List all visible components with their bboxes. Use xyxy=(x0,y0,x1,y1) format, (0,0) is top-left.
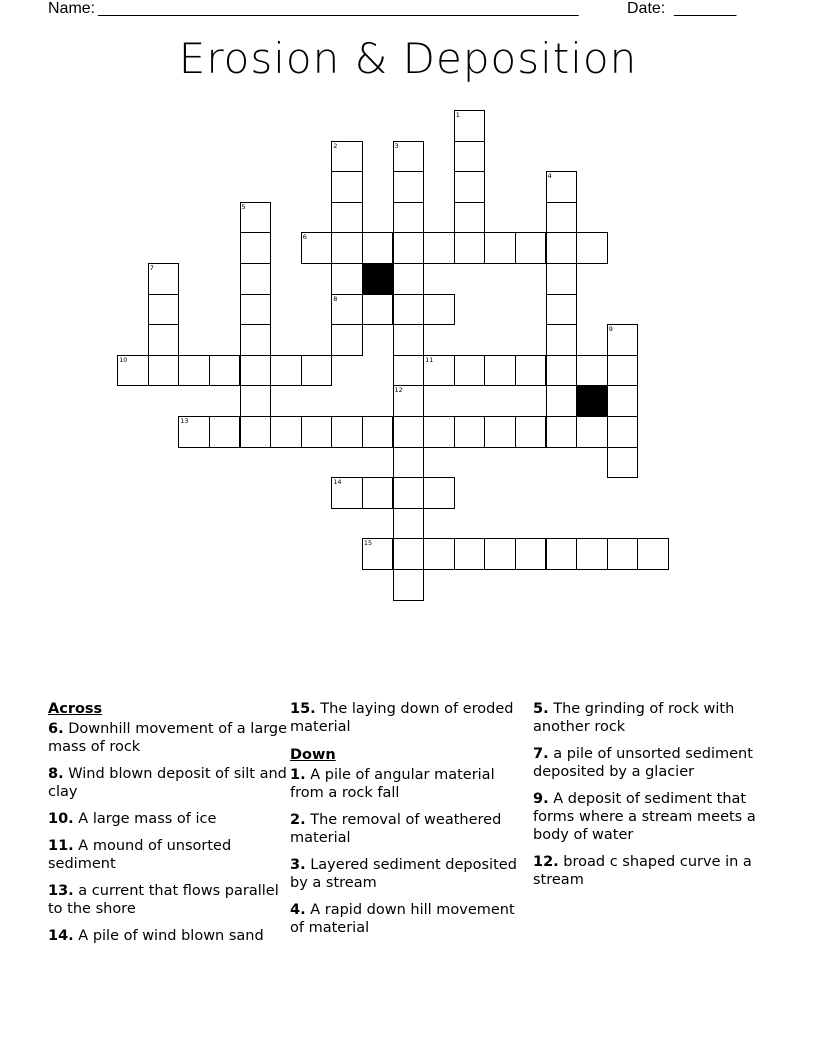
grid-cell[interactable] xyxy=(240,416,272,448)
grid-cell[interactable] xyxy=(209,416,241,448)
date-label: Date: xyxy=(627,0,666,17)
clue-number: 11. xyxy=(48,838,74,854)
grid-cell[interactable] xyxy=(607,538,639,570)
grid-cell[interactable] xyxy=(393,324,425,356)
cell-number: 14 xyxy=(333,478,342,487)
across-clues-list-cont xyxy=(290,700,530,736)
grid-cell[interactable] xyxy=(301,232,333,264)
name-label: Name: xyxy=(48,0,96,17)
grid-cell[interactable] xyxy=(331,477,363,509)
clue-item xyxy=(48,927,288,945)
cell-number: 7 xyxy=(149,264,154,272)
clue-number: 7. xyxy=(533,746,549,762)
grid-cell[interactable] xyxy=(240,202,272,234)
grid-cell[interactable] xyxy=(178,355,210,387)
clue-number: 1. xyxy=(290,767,306,783)
grid-cell[interactable] xyxy=(423,538,455,570)
grid-cell[interactable] xyxy=(484,416,516,448)
grid-cell[interactable] xyxy=(607,324,639,356)
grid-cell[interactable] xyxy=(148,324,180,356)
grid-cell[interactable] xyxy=(546,202,578,234)
clue-item xyxy=(48,837,288,873)
grid-cell[interactable] xyxy=(393,141,425,173)
clue-item xyxy=(48,720,288,756)
grid-cell[interactable] xyxy=(546,416,578,448)
down-clues-list-cont xyxy=(533,700,763,889)
grid-cell[interactable] xyxy=(546,171,578,203)
grid-cell[interactable] xyxy=(484,538,516,570)
grid-cell[interactable] xyxy=(301,416,333,448)
clue-item xyxy=(533,745,763,781)
clue-text: a pile of unsorted sediment deposited by a glacier xyxy=(533,746,753,780)
grid-cell[interactable] xyxy=(393,385,425,417)
grid-cell[interactable] xyxy=(393,508,425,540)
grid-cell[interactable] xyxy=(331,324,363,356)
clue-number: 13. xyxy=(48,883,74,899)
grid-cell[interactable] xyxy=(576,355,608,387)
grid-cell[interactable] xyxy=(546,294,578,326)
grid-cell[interactable] xyxy=(637,538,669,570)
grid-cell[interactable] xyxy=(362,232,394,264)
grid-cell[interactable] xyxy=(423,477,455,509)
clue-item xyxy=(290,700,530,736)
clue-text: A pile of wind blown sand xyxy=(73,928,264,944)
grid-cell[interactable] xyxy=(393,355,425,387)
grid-cell[interactable] xyxy=(362,477,394,509)
grid-cell[interactable] xyxy=(484,232,516,264)
clue-text: A pile of angular material from a rock fall xyxy=(290,767,495,801)
grid-cell[interactable] xyxy=(515,416,547,448)
grid-cell[interactable] xyxy=(362,294,394,326)
grid-cell[interactable] xyxy=(393,232,425,264)
grid-cell[interactable] xyxy=(301,355,333,387)
clue-text: Layered sediment deposited by a stream xyxy=(290,857,517,891)
grid-cell[interactable] xyxy=(423,232,455,264)
clue-text: Wind blown deposit of silt and clay xyxy=(48,766,287,800)
clue-number: 2. xyxy=(290,812,306,828)
clue-item xyxy=(290,856,530,892)
grid-cell[interactable] xyxy=(515,538,547,570)
clue-text: A large mass of ice xyxy=(73,811,217,827)
cell-number: 1 xyxy=(455,111,460,119)
clue-number: 14. xyxy=(48,928,74,944)
clue-item xyxy=(48,810,288,828)
grid-cell[interactable] xyxy=(393,416,425,448)
clue-item xyxy=(48,882,288,918)
clue-item xyxy=(290,901,530,937)
grid-cell[interactable] xyxy=(117,355,149,387)
page-title: Erosion & Deposition xyxy=(178,34,638,83)
cell-number: 3 xyxy=(394,141,399,150)
grid-cell[interactable] xyxy=(423,416,455,448)
grid-cell[interactable] xyxy=(423,294,455,326)
grid-cell[interactable] xyxy=(148,355,180,387)
down-heading: Down xyxy=(290,747,336,763)
grid-cell[interactable] xyxy=(270,416,302,448)
grid-cell[interactable] xyxy=(331,141,363,173)
grid-cell[interactable] xyxy=(546,538,578,570)
grid-cell[interactable] xyxy=(454,202,486,234)
grid-cell[interactable] xyxy=(209,355,241,387)
grid-cell[interactable] xyxy=(393,171,425,203)
cell-number: 11 xyxy=(425,355,434,364)
cell-number: 13 xyxy=(180,417,189,425)
clue-text: The laying down of eroded material xyxy=(290,701,514,735)
grid-cell[interactable] xyxy=(546,263,578,295)
grid-cell[interactable] xyxy=(393,447,425,479)
grid-cell[interactable] xyxy=(607,447,639,479)
grid-cell[interactable] xyxy=(240,355,272,387)
clue-number: 12. xyxy=(533,854,559,870)
grid-cell[interactable] xyxy=(515,232,547,264)
grid-cell[interactable] xyxy=(546,324,578,356)
grid-cell[interactable] xyxy=(270,355,302,387)
date-line[interactable]: _______ xyxy=(674,0,737,17)
grid-cell[interactable] xyxy=(423,355,455,387)
clue-item xyxy=(533,700,763,736)
clue-item xyxy=(533,790,763,844)
grid-cell[interactable] xyxy=(393,569,425,601)
grid-cell[interactable] xyxy=(393,538,425,570)
cell-number: 12 xyxy=(394,386,403,395)
clue-item xyxy=(290,766,530,802)
clues-column-1 xyxy=(48,700,288,954)
cell-number: 6 xyxy=(302,233,307,242)
clue-text: a current that flows parallel to the shore xyxy=(48,883,279,917)
grid-cell[interactable] xyxy=(576,232,608,264)
grid-cell[interactable] xyxy=(454,538,486,570)
clue-number: 10. xyxy=(48,811,74,827)
grid-cell[interactable] xyxy=(148,263,180,295)
cell-number: 15 xyxy=(363,539,373,548)
grid-cell[interactable] xyxy=(240,263,272,295)
grid-cell[interactable] xyxy=(393,202,425,234)
clue-number: 5. xyxy=(533,701,549,717)
grid-cell[interactable] xyxy=(331,294,363,326)
clue-text: A deposit of sediment that forms where a stream meets a body of water xyxy=(533,791,756,843)
grid-cell[interactable] xyxy=(546,385,578,417)
clue-number: 4. xyxy=(290,902,306,918)
grid-cell[interactable] xyxy=(393,294,425,326)
across-heading: Across xyxy=(48,701,103,717)
grid-cell[interactable] xyxy=(576,416,608,448)
grid-cell[interactable] xyxy=(454,355,486,387)
grid-cell[interactable] xyxy=(331,202,363,234)
clues-column-3 xyxy=(533,700,763,898)
grid-cell[interactable] xyxy=(454,416,486,448)
grid-cell[interactable] xyxy=(454,232,486,264)
clue-number: 9. xyxy=(533,791,549,807)
grid-cell[interactable] xyxy=(393,477,425,509)
grid-cell[interactable] xyxy=(240,232,272,264)
cell-number: 4 xyxy=(547,172,552,181)
grid-cell[interactable] xyxy=(362,538,394,570)
clue-text: The removal of weathered material xyxy=(290,812,502,846)
clue-number: 8. xyxy=(48,766,64,782)
grid-cell[interactable] xyxy=(178,416,210,448)
grid-cell[interactable] xyxy=(331,416,363,448)
grid-cell[interactable] xyxy=(240,294,272,326)
grid-cell[interactable] xyxy=(607,385,639,417)
clues-column-2 xyxy=(290,700,530,946)
grid-cell[interactable] xyxy=(484,355,516,387)
clue-number: 15. xyxy=(290,701,316,717)
grid-cell[interactable] xyxy=(331,171,363,203)
down-clues-list xyxy=(290,766,530,937)
grid-cell[interactable] xyxy=(515,355,547,387)
clue-item xyxy=(533,853,763,889)
cell-number: 8 xyxy=(333,294,338,303)
cell-number: 5 xyxy=(241,202,246,211)
clue-text: A rapid down hill movement of material xyxy=(290,902,515,936)
grid-cell[interactable] xyxy=(240,324,272,356)
grid-cell[interactable] xyxy=(454,141,486,173)
grid-cell[interactable] xyxy=(331,232,363,264)
grid-cell[interactable] xyxy=(454,171,486,203)
grid-cell[interactable] xyxy=(454,110,486,142)
clue-number: 3. xyxy=(290,857,306,873)
across-clues-list xyxy=(48,720,288,945)
cell-number: 9 xyxy=(608,325,613,334)
clue-number: 6. xyxy=(48,721,64,737)
clue-text: Downhill movement of a large mass of rock xyxy=(48,721,288,755)
clue-text: broad c shaped curve in a stream xyxy=(533,854,752,888)
grid-cell[interactable] xyxy=(331,263,363,295)
clue-text: A mound of unsorted sediment xyxy=(48,838,232,872)
clue-item xyxy=(48,765,288,801)
grid-cell[interactable] xyxy=(148,294,180,326)
grid-cell[interactable] xyxy=(576,538,608,570)
blocked-cell xyxy=(362,263,394,295)
grid-cell[interactable] xyxy=(362,416,394,448)
clue-item xyxy=(290,811,530,847)
grid-cell[interactable] xyxy=(393,263,425,295)
grid-cell[interactable] xyxy=(240,385,272,417)
grid-cell[interactable] xyxy=(607,416,639,448)
blocked-cell xyxy=(576,385,608,417)
clue-text: The grinding of rock with another rock xyxy=(533,701,735,735)
grid-cell[interactable] xyxy=(607,355,639,387)
grid-cell[interactable] xyxy=(546,355,578,387)
grid-cell[interactable] xyxy=(546,232,578,264)
name-line[interactable]: ______________________________________________________ xyxy=(98,0,579,17)
cell-number: 2 xyxy=(333,141,338,150)
cell-number: 10 xyxy=(119,355,128,364)
